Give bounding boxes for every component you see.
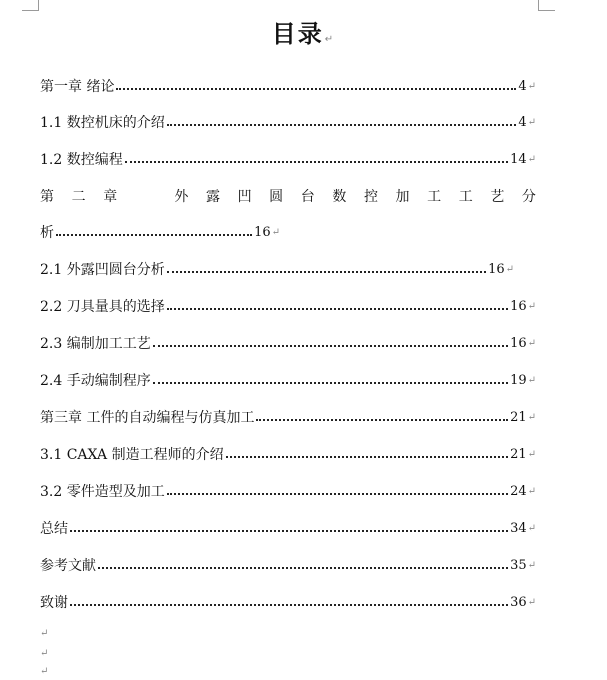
dot-leader: [167, 493, 508, 495]
toc-entry[interactable]: [40, 253, 514, 279]
toc-entry[interactable]: [40, 512, 536, 538]
toc-entry-label: 总结: [40, 521, 68, 537]
paragraph-mark-icon: ↵: [271, 227, 280, 238]
toc-entry-page: 34: [510, 521, 527, 536]
paragraph-mark-icon: ↵: [40, 666, 49, 677]
paragraph-mark-icon: ↵: [40, 648, 49, 659]
toc-char: 加: [395, 189, 410, 205]
toc-entry-label: 析: [40, 225, 54, 241]
dot-leader: [153, 382, 508, 384]
dot-leader: [116, 88, 516, 90]
dot-leader: [70, 530, 508, 532]
toc-char: 台: [300, 189, 315, 205]
dot-leader: [153, 345, 508, 347]
toc-entry-page: 4: [518, 79, 527, 94]
toc-entry[interactable]: [40, 290, 536, 316]
toc-entry-page: 16: [510, 299, 527, 314]
toc-entry[interactable]: [40, 438, 536, 464]
toc-char: 二: [71, 189, 86, 205]
toc-entry[interactable]: [40, 70, 536, 96]
toc-entry-label: 3.1 CAXA 制造工程师的介绍: [40, 447, 224, 463]
toc-entry-label: 2.4 手动编制程序: [40, 373, 151, 389]
toc-char: 工: [458, 189, 473, 205]
toc-char: 章: [103, 189, 118, 205]
toc-entry-label: 第一章 绪论: [40, 79, 115, 95]
paragraph-mark-icon: ↵: [527, 523, 536, 534]
toc-entry-label: 1.2 数控编程: [40, 152, 123, 168]
toc-title: [0, 14, 607, 49]
toc-entry-label: 2.3 编制加工工艺: [40, 336, 151, 352]
toc-entry-label: 3.2 零件造型及加工: [40, 484, 165, 500]
toc-entry-page: 16: [510, 336, 527, 351]
toc-entry-page: 14: [510, 152, 527, 167]
toc-entry[interactable]: [40, 586, 536, 612]
paragraph-mark-icon: ↵: [505, 264, 514, 275]
toc-entry-page: 24: [510, 484, 527, 499]
toc-char: 控: [363, 189, 378, 205]
toc-entry-justified-line[interactable]: [40, 180, 536, 206]
paragraph-mark-icon: ↵: [527, 412, 536, 423]
toc-char: 数: [332, 189, 347, 205]
toc-entry-page: 21: [510, 410, 527, 425]
toc-entry[interactable]: [40, 401, 536, 427]
dot-leader: [98, 567, 508, 569]
paragraph-mark-icon: ↵: [527, 375, 536, 386]
toc-entry-label: 2.2 刀具量具的选择: [40, 299, 165, 315]
toc-entry-label: 1.1 数控机床的介绍: [40, 115, 165, 131]
dot-leader: [167, 271, 486, 273]
toc-title-text: 目录: [271, 20, 324, 48]
dot-leader: [167, 124, 517, 126]
dot-leader: [70, 604, 508, 606]
paragraph-mark-icon: ↵: [527, 449, 536, 460]
paragraph-mark-icon: ↵: [527, 117, 536, 128]
toc-entry[interactable]: [40, 143, 536, 169]
toc-char: 分: [521, 189, 536, 205]
paragraph-mark-icon: ↵: [527, 154, 536, 165]
paragraph-mark-icon: ↵: [40, 628, 49, 639]
toc-entry-label: 第三章 工件的自动编程与仿真加工: [40, 410, 255, 426]
dot-leader: [256, 419, 508, 421]
toc-entry-label: 2.1 外露凹圆台分析: [40, 262, 165, 278]
paragraph-mark-icon: ↵: [527, 486, 536, 497]
toc-entry-page: 35: [510, 558, 527, 573]
toc-entry-page: 36: [510, 595, 527, 610]
toc-char: 工: [427, 189, 442, 205]
toc-entry-page: 4: [518, 115, 527, 130]
paragraph-mark-icon: ↵: [527, 338, 536, 349]
toc-char: 露: [205, 189, 220, 205]
paragraph-mark-icon: ↵: [527, 301, 536, 312]
toc-entry[interactable]: [40, 106, 536, 132]
paragraph-mark-icon: ↵: [527, 597, 536, 608]
dot-leader: [125, 161, 508, 163]
toc-entry-page: 16: [254, 225, 271, 240]
toc-char: 外: [174, 189, 189, 205]
dot-leader: [226, 456, 508, 458]
toc-entry-label: 致谢: [40, 595, 68, 611]
dot-leader: [56, 234, 252, 236]
toc-char: 凹: [237, 189, 252, 205]
toc-char: 圆: [269, 189, 284, 205]
toc-entry[interactable]: [40, 364, 536, 390]
toc-char: 第: [40, 189, 54, 205]
toc-entry-page: 21: [510, 447, 527, 462]
toc-entry-label: 参考文献: [40, 558, 96, 574]
dot-leader: [167, 308, 508, 310]
paragraph-mark-icon: ↵: [527, 81, 536, 92]
toc-entry-page: 16: [488, 262, 505, 277]
paragraph-mark-icon: ↵: [324, 34, 336, 45]
toc-entry[interactable]: [40, 549, 536, 575]
toc-entry-page: 19: [510, 373, 527, 388]
toc-entry-continuation[interactable]: [40, 216, 280, 242]
toc-entry[interactable]: [40, 327, 536, 353]
page-corner-mark-right: [538, 0, 555, 11]
paragraph-mark-icon: ↵: [527, 560, 536, 571]
toc-entry[interactable]: [40, 475, 536, 501]
page-corner-mark-left: [22, 0, 39, 11]
toc-char: 艺: [490, 189, 505, 205]
